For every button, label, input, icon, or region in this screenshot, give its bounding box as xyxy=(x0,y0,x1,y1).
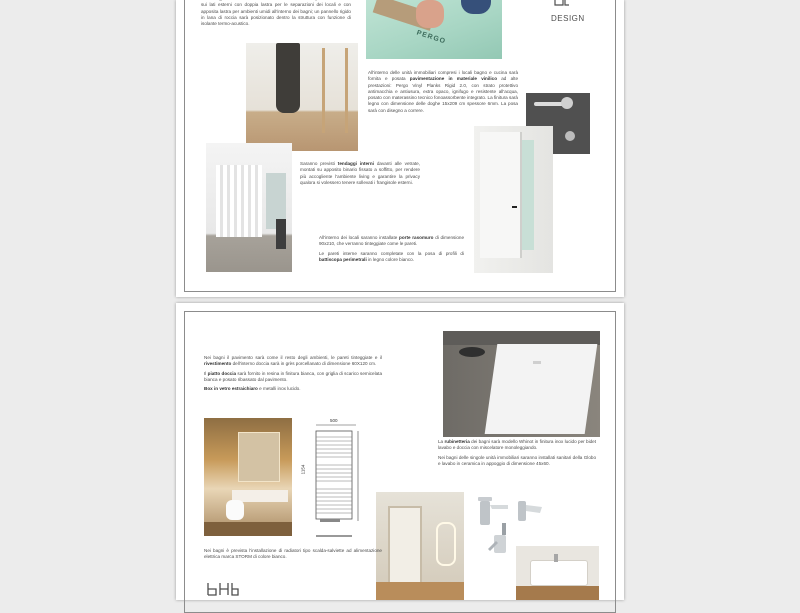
partition-paragraph: sui lati esterni con doppia lastra per le separazioni dei locali e con apposita lastra per ambienti umidi all'interno dei bagni; un pannello rigido in lana di roccia sarà posizionato dentro la struttura con funzione di isolante termo-acustico. xyxy=(201,2,351,27)
glass-text-post: e metalli inox lucido. xyxy=(257,386,301,392)
radiator-schematic-icon xyxy=(306,419,366,543)
skirting-text-bold: battiscopa perimetrali xyxy=(319,256,367,262)
hanging-coat xyxy=(276,43,300,113)
flooring-text-bold: pavimentazione in materiale vinilico xyxy=(409,76,498,82)
mirror xyxy=(238,432,280,482)
doors-text-post: di dimensione 90x210, che verranno tinteggiate come le pareti. xyxy=(319,235,465,247)
curtains-text-post: davanti alle vetrate, montati su apposito binario fissato a soffitto, per rendere più accogliente l'ambiente living e garantire la privacy qualora si volessero tenere sollevati i frangisole esterni. xyxy=(300,161,420,185)
flooring-text-post: ad alte prestazioni: Pergo Vinyl Planks Rigid 2.0, con strato protettivo antimacchia e antiusura, extra opaco, ignifugo e resistente all'acqua, posato con materassino tecnico fonoassorbente integrato. La finitura sarà legno con dimensione delle doghe 15x209 cm spessore 6mm. La posa sarà con disegno a correre. xyxy=(368,76,518,113)
sink-basin xyxy=(530,560,588,586)
shower-text-post: sarà fornito in resina in finitura bianca, con griglia di scarico semicelata bianca e posato ribassato dal pavimento. xyxy=(204,370,383,382)
glass-text-bold: Box in vetro estraichiaro xyxy=(204,386,258,392)
bathroom-door-photo xyxy=(376,492,464,600)
heater-text xyxy=(204,548,382,564)
door-leaf xyxy=(480,132,522,258)
flooring-text-pre: All'interno delle unità immobiliari compresi i locali bagno e cucina sarà fornita e posata xyxy=(368,70,518,82)
wood-floor xyxy=(376,582,464,600)
curtain-photo xyxy=(206,143,292,272)
radiator-drawing xyxy=(300,418,366,543)
taps-text-post: dei bagni sarà modello Whinot in finitura inox lucido per bidet lavabo e doccia con miscelatore monoleggiando. xyxy=(438,439,597,451)
door-opening xyxy=(522,140,534,250)
flush-door-photo xyxy=(474,126,553,273)
toilet xyxy=(226,500,244,520)
pergo-label: PERGO xyxy=(415,29,447,46)
wooden-chair xyxy=(322,48,348,133)
handle-rose xyxy=(561,97,573,109)
logo-text: DESIGN xyxy=(551,14,585,23)
hand xyxy=(416,0,444,28)
curtains-text-bold: tendaggi interni xyxy=(337,161,374,166)
dhb-mark-icon xyxy=(551,0,591,9)
partition-walls-text xyxy=(201,0,351,30)
document-page-1 xyxy=(176,0,624,297)
door-handle xyxy=(512,206,517,208)
bathroom-text xyxy=(204,355,382,395)
bath-text-post: dell'interno doccia sarà in grès porcellanato di dimensione 60X120 cm. xyxy=(231,361,377,367)
document-page-2 xyxy=(176,303,624,600)
shower-tray-photo xyxy=(443,331,600,437)
company-logo-footer xyxy=(206,581,246,599)
handle-lever xyxy=(534,102,564,106)
led-mirror xyxy=(436,522,456,566)
dhb-mark-icon xyxy=(206,581,242,597)
wooden-shelf xyxy=(516,586,599,600)
flooring-installation-photo xyxy=(366,0,502,59)
sanitary-text: Nei bagni delle singole unità immobiliari saranno installati sanitari della Globo e lavabo in ceramica in appoggio di dimensione 45x60. xyxy=(438,454,596,466)
fixtures-text xyxy=(438,439,596,470)
radiator-width-label: 500 xyxy=(330,418,338,423)
taps-text-bold: rubinetteria xyxy=(444,439,470,444)
shower-tray xyxy=(485,344,598,434)
bath-text-pre: Nei bagni il pavimento sarà come il resto degli ambienti, le pareti tinteggiate e il xyxy=(204,355,382,360)
doors-text-bold: porte rasomuro xyxy=(399,235,434,240)
company-logo xyxy=(551,0,591,23)
shower-text-pre: Il xyxy=(204,370,208,376)
knee xyxy=(461,0,491,14)
radiator-height-label: 1154 xyxy=(300,464,306,475)
doors-text xyxy=(319,235,464,266)
skirting-text-pre: Le pareti interne saranno completate con la posa di profili di xyxy=(319,250,464,256)
chair-silhouette xyxy=(276,219,286,249)
sink-photo xyxy=(516,546,599,600)
taps-text-pre: La xyxy=(438,439,445,444)
sink-tap xyxy=(554,554,558,562)
living-room-photo xyxy=(246,43,358,151)
curtains-text xyxy=(300,161,420,189)
curtain-fabric xyxy=(216,165,262,237)
plant-bowl xyxy=(459,347,485,357)
skirting-text-post: in legno colore bianco. xyxy=(366,256,414,262)
bath-text-bold: rivestimento xyxy=(204,361,232,367)
drain-grid xyxy=(533,361,541,364)
curtains-text-pre: Saranno previsti xyxy=(300,161,338,166)
key-rose xyxy=(565,131,575,141)
heater-paragraph: Nei bagni è prevista l'installazione di radiatori tipo scalda-salviette ad alimentazione elettrica marca STORM di colore bianco. xyxy=(204,548,382,560)
door-frame xyxy=(388,506,422,590)
floor-strip xyxy=(204,522,292,536)
shower-text-bold: piatto doccia xyxy=(207,370,237,376)
wall-tiles xyxy=(443,331,600,345)
flooring-text xyxy=(368,70,518,117)
bathroom-photo xyxy=(204,418,292,536)
doors-text-pre: All'interno dei locali saranno installate xyxy=(319,235,400,240)
